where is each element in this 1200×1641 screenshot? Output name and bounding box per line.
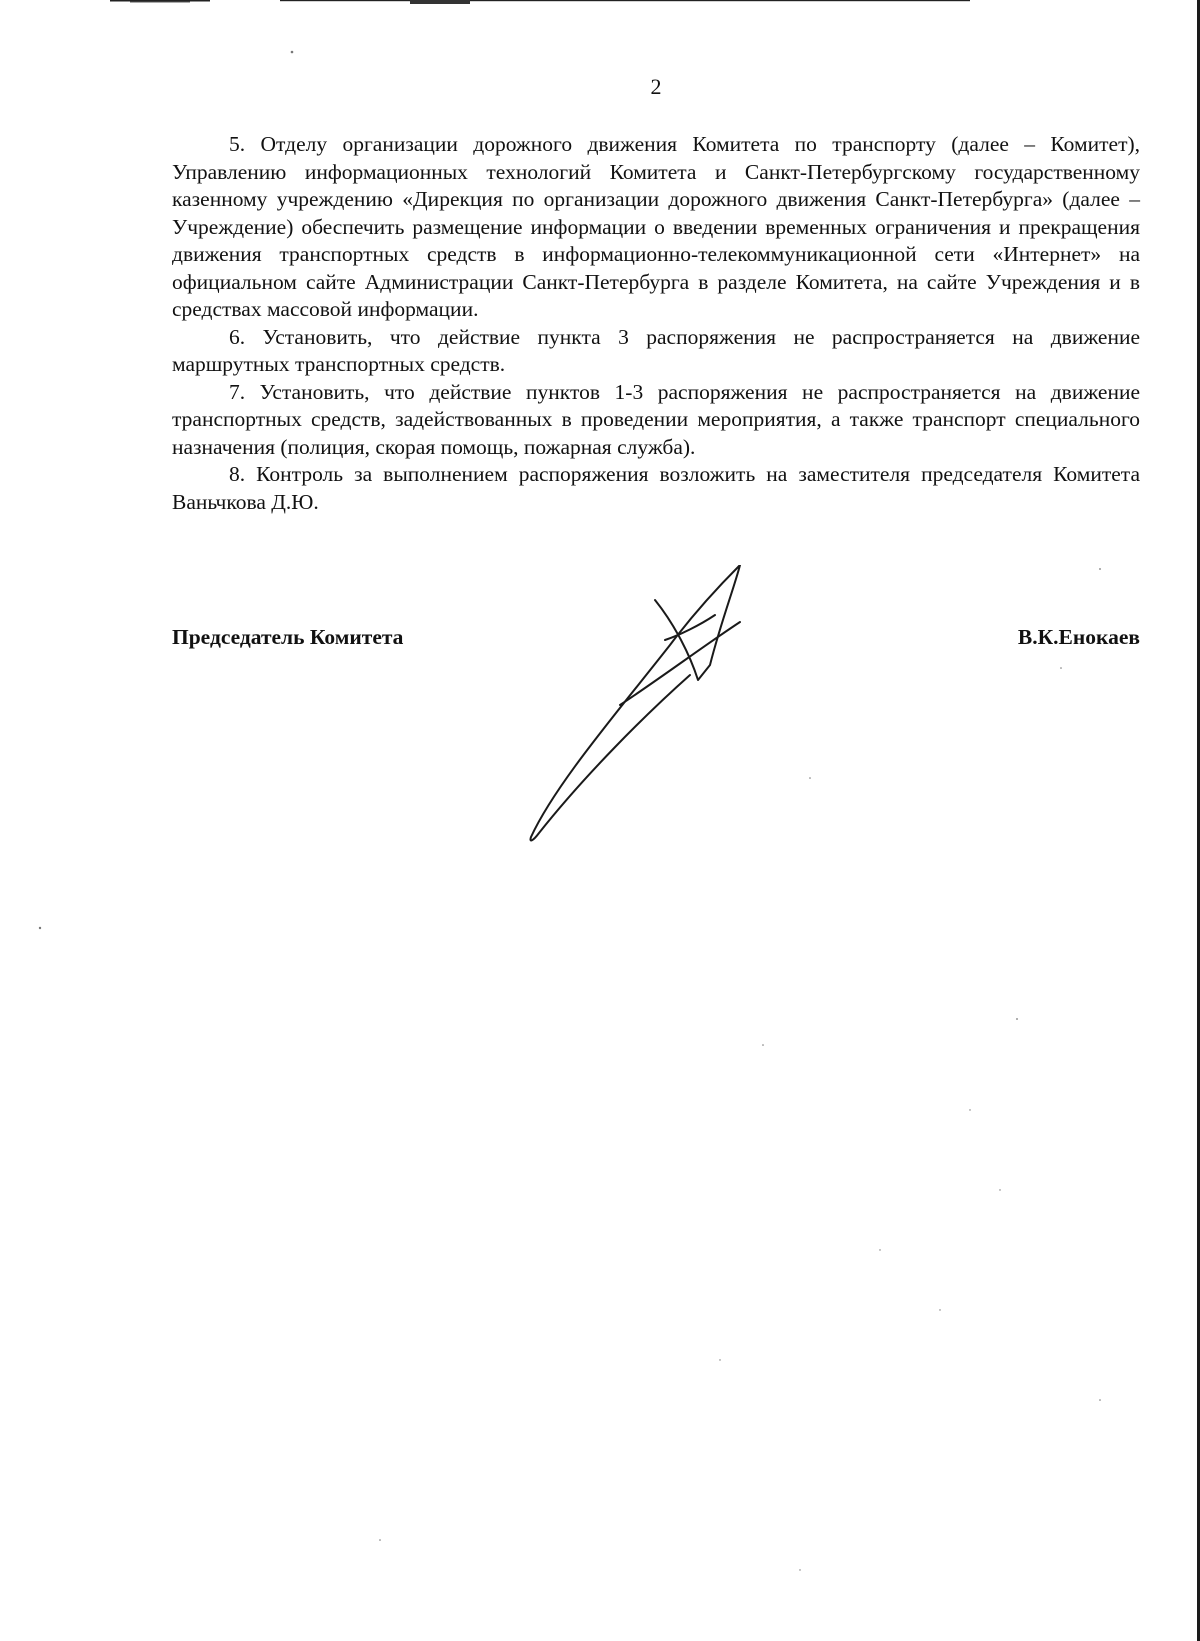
scan-edge-artifact bbox=[110, 0, 970, 6]
paragraph-8: 8. Контроль за выполнением распоряжения возложить на заместителя председателя Комитета Ваньчкова Д.Ю. bbox=[172, 462, 1140, 514]
page-number: 2 bbox=[650, 74, 662, 99]
document-body bbox=[172, 131, 1140, 516]
signatory-role: Председатель Комитета bbox=[172, 625, 404, 649]
signatory-name: В.К.Енокаев bbox=[1017, 625, 1140, 649]
handwritten-signature-icon bbox=[525, 565, 795, 845]
paragraph-6: 6. Установить, что действие пункта 3 распоряжения не распространяется на движение маршрутных транспортных средств. bbox=[172, 324, 1140, 376]
paragraph-7: 7. Установить, что действие пунктов 1-3 распоряжения не распространяется на движение транспортных средств, задействованных в проведении мероприятия, а также транспорт специального назначения (полиция, скорая помощь, пожарная служба). bbox=[172, 379, 1140, 459]
paragraph-5: 5. Отделу организации дорожного движения Комитета по транспорту (далее – Комитет), Управлению информационных технологий Комитета и Санкт-Петербургскому государственному казенному учреждению «Дирекция по организации дорожного движения Санкт-Петербурга» (далее – Учреждение) обеспечить размещение информации о введении временных ограничения и прекращения движения транспортных средств в информационно-телекоммуникационной сети «Интернет» на официальном сайте Администрации Санкт-Петербурга в разделе Комитета, на сайте Учреждения и в средствах массовой информации. bbox=[172, 132, 1140, 321]
